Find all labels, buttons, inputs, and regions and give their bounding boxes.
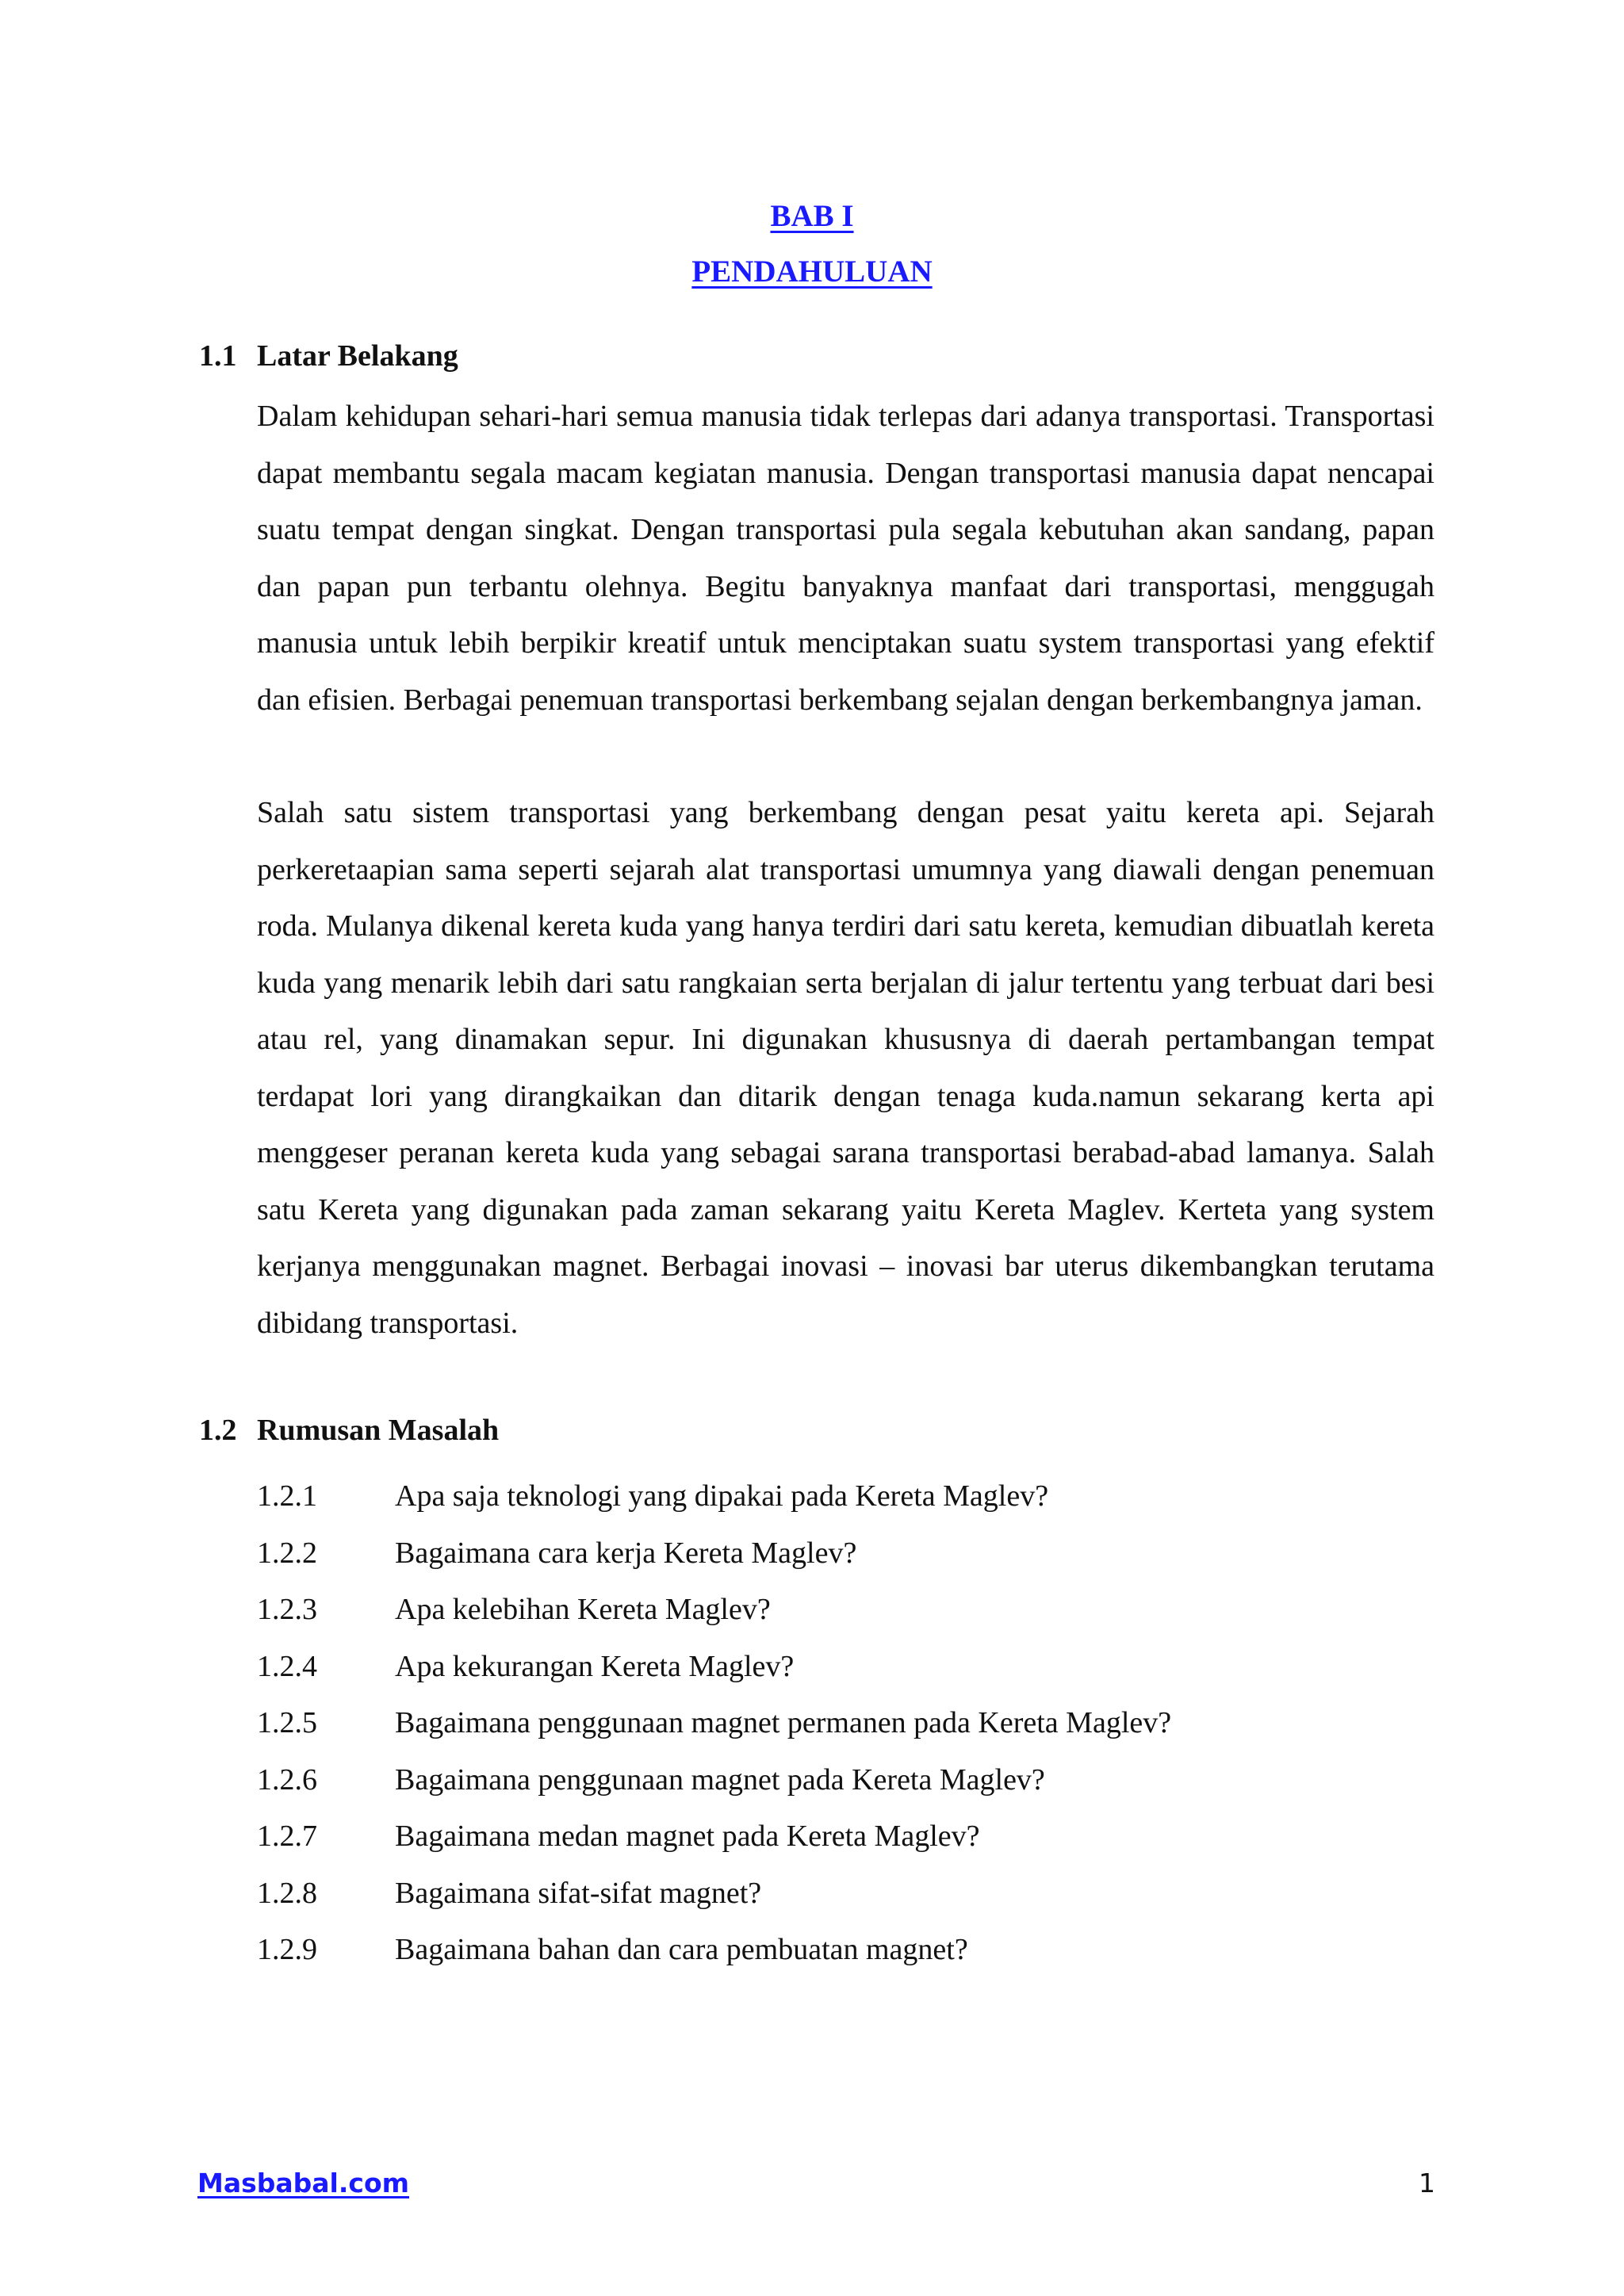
list-item: [257, 1922, 1171, 1979]
list-item: [257, 1639, 1171, 1696]
item-text: Bagaimana medan magnet pada Kereta Maglev?: [395, 1820, 980, 1853]
item-text: Apa saja teknologi yang dipakai pada Kereta Maglev?: [395, 1479, 1049, 1513]
item-number: 1.2.3: [257, 1593, 317, 1626]
background-paragraph-2: Salah satu sistem transportasi yang berkembang dengan pesat yaitu kereta api. Sejarah perkeretaapian sama seperti sejarah alat transportasi umumnya yang diawali dengan penemuan roda. Mulanya dikenal kereta kuda yang hanya terdiri dari satu kereta, kemudian dibuatlah kereta kuda yang menarik lebih dari satu rangkaian serta berjalan di jalur tertentu yang terbuat dari besi atau rel, yang dinamakan sepur. Ini digunakan khususnya di daerah pertambangan tempat terdapat lori yang dirangkaikan dan ditarik dengan tenaga kuda.namun sekarang kerta api menggeser peranan kereta kuda yang sebagai sarana transportasi berabad-abad lamanya. Salah satu Kereta yang digunakan pada zaman sekarang yaitu Kereta Maglev. Kerteta yang system kerjanya menggunakan magnet. Berbagai inovasi – inovasi bar uterus dikembangkan terutama dibidang transportasi.: [257, 796, 1434, 1340]
item-text: Bagaimana sifat-sifat magnet?: [395, 1876, 762, 1910]
list-item: [257, 1808, 1171, 1866]
list-item: [257, 1695, 1171, 1752]
item-number: 1.2.8: [257, 1876, 317, 1910]
section-title: Rumusan Masalah: [257, 1414, 500, 1447]
item-text: Bagaimana penggunaan magnet permanen pada Kereta Maglev?: [395, 1706, 1172, 1739]
item-number: 1.2.1: [257, 1479, 317, 1513]
section-heading-rumusan-masalah: [199, 1413, 499, 1448]
list-item: [257, 1525, 1171, 1582]
item-text: Bagaimana cara kerja Kereta Maglev?: [395, 1536, 857, 1570]
chapter-title: PENDAHULUAN: [691, 254, 933, 289]
footer-site-link[interactable]: Masbabal.com: [197, 2168, 409, 2198]
section-title: Latar Belakang: [257, 339, 458, 373]
item-text: Apa kekurangan Kereta Maglev?: [395, 1649, 795, 1683]
item-number: 1.2.7: [257, 1820, 317, 1853]
section-number: 1.1: [199, 339, 237, 373]
list-item: [257, 1866, 1171, 1923]
item-number: 1.2.2: [257, 1536, 317, 1570]
list-item: [257, 1752, 1171, 1809]
list-item: [257, 1582, 1171, 1639]
chapter-label: BAB I: [770, 199, 854, 233]
item-number: 1.2.4: [257, 1649, 317, 1683]
item-number: 1.2.5: [257, 1706, 317, 1739]
item-number: 1.2.9: [257, 1933, 317, 1966]
section-number: 1.2: [199, 1414, 237, 1447]
item-number: 1.2.6: [257, 1762, 317, 1797]
item-text: Bagaimana bahan dan cara pembuatan magnet?: [395, 1933, 968, 1966]
page-number: 1: [1419, 2168, 1435, 2198]
background-paragraph-1: Dalam kehidupan sehari-hari semua manusia tidak terlepas dari adanya transportasi. Transportasi dapat membantu segala macam kegiatan manusia. Dengan transportasi manusia dapat nencapai suatu tempat dengan singkat. Dengan transportasi pula segala kebutuhan akan sandang, papan dan papan pun terbantu olehnya. Begitu banyaknya manfaat dari transportasi, menggugah manusia untuk lebih berpikir kreatif untuk menciptakan suatu system transportasi yang efektif dan efisien. Berbagai penemuan transportasi berkembang sejalan dengan berkembangnya jaman.: [257, 400, 1434, 717]
item-text: Apa kelebihan Kereta Maglev?: [395, 1593, 771, 1626]
item-text: Bagaimana penggunaan magnet pada Kereta Maglev?: [395, 1762, 1045, 1797]
list-item: [257, 1468, 1171, 1525]
section-heading-latar-belakang: [199, 339, 458, 373]
problem-list: [257, 1468, 1171, 1979]
